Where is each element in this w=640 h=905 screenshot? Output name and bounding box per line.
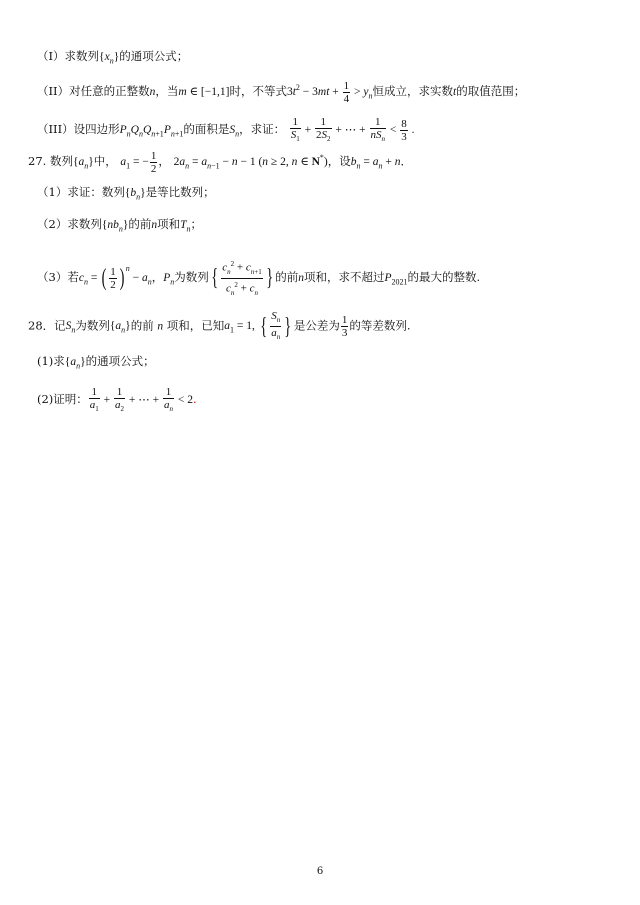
part-text: 的通项公式； <box>85 354 155 368</box>
part-text: 证明： <box>53 392 88 407</box>
math-diff-1-3: $\frac{1}{3}$ <box>341 314 348 340</box>
math-pn: $P_n$ <box>163 271 175 287</box>
math-seq-an: $\{a_n\}$ <box>109 320 131 335</box>
question-part-1 <box>37 48 188 69</box>
question-text: 记 <box>54 318 66 333</box>
part-text: ， <box>151 269 164 284</box>
math-var-t: t <box>453 86 457 99</box>
question-27-part-2 <box>37 216 202 237</box>
math-sn: $S_n$ <box>65 320 76 335</box>
part-text: 是等比数列； <box>145 185 215 199</box>
part-label: （III） <box>37 122 74 137</box>
math-bn-def: $b_n = a_n + n$ <box>350 156 401 171</box>
math-p2021: $P_{2021}$ <box>384 271 408 287</box>
math-cn-def: $c_n$ = ( $\frac{1}{2}$ ) $^n - a_n$ <box>78 263 152 292</box>
part-text: 的前 <box>275 269 299 284</box>
question-28 <box>28 310 410 343</box>
math-var-n: n <box>157 320 164 333</box>
part-text: 恒成立，求实数 <box>372 84 454 99</box>
part-label: （II） <box>37 84 70 99</box>
question-text: 的等差数列. <box>349 318 411 333</box>
part-text: 项和 <box>157 217 181 231</box>
math-seq-nbn: $\{nb_n\}$ <box>101 219 129 234</box>
part-text: ，求证： <box>239 122 286 137</box>
math-sum-inequality: $\frac{1}{a_1}$ + $\frac{1}{a_2}$ + ⋯ + $\frac{1}{a_n}$ < 2 <box>89 386 194 414</box>
part-text: ； <box>190 217 203 231</box>
part-label: （1） <box>37 185 68 199</box>
math-seq-ratio: { $\frac{c_n^2 + c_{n+1}}{c_n^2 + c_n}$ } <box>211 260 273 297</box>
math-a1-and-ratio: $a_1 = 1$, { $\frac{S_n}{a_n}$ } <box>224 310 292 342</box>
part-text: 的面积是 <box>183 122 230 137</box>
math-seq-an: $\{a_n\}$ <box>64 356 86 371</box>
math-recurrence: $2a_n = a_{n-1} - n - 1$ (n ≥ 2, n ∈ N*) <box>173 153 328 171</box>
math-inequality: $3t^2 - 3mt$ + $\frac{1}{4}$ > $y_n$ <box>286 80 373 105</box>
part-text: 的前 <box>128 217 152 231</box>
question-text: 项和，已知 <box>166 318 225 333</box>
math-tn: $T_n$ <box>180 219 191 234</box>
part-text: 时，不等式 <box>229 84 287 99</box>
question-27: 27. 数列$\{a_n\}$中， $a_1$ = − $\frac{1}{2}$ ， $2a_n = a_{n-1} - n - 1$ (n ≥ 2, n ∈ N*)，设$b_n = a_n + n$． <box>28 150 413 175</box>
question-text: ． <box>400 154 413 169</box>
part-text: 为数列 <box>174 269 209 284</box>
part-label: (1) <box>37 354 54 368</box>
math-interval: [−1,1] <box>200 86 230 99</box>
question-28-part-2 <box>37 386 197 415</box>
part-text: 的取值范围； <box>456 84 526 99</box>
part-label: （3） <box>37 269 68 284</box>
part-label: (2) <box>37 392 54 407</box>
math-proof-inequality: $\frac{1}{S_1}$ + $\frac{1}{2S_2}$ + ⋯ + $\frac{1}{nS_n}$ < $\frac{8}{3}$ . <box>290 116 415 144</box>
question-27-part-1 <box>37 184 215 205</box>
question-number: 28． <box>28 318 55 333</box>
math-var-n: n <box>149 86 156 99</box>
red-period: . <box>193 392 197 407</box>
part-text: 的通项公式； <box>119 49 189 63</box>
math-seq-bn: $\{b_n\}$ <box>124 187 146 202</box>
part-text: 求数列 <box>67 217 102 231</box>
part-label: （I） <box>37 49 65 63</box>
math-seq-an: $\{a_n\}$ <box>72 156 94 171</box>
part-text: 求 <box>53 354 65 368</box>
part-text: 求证：数列 <box>67 185 125 199</box>
part-text: ，当 <box>155 84 179 99</box>
part-text: 若 <box>67 269 79 284</box>
question-28-part-1 <box>37 353 155 374</box>
question-text: 中， <box>93 154 117 169</box>
part-text: 求数列 <box>64 49 100 63</box>
question-number: 27. <box>28 154 47 169</box>
page-number: 6 <box>316 866 324 877</box>
question-text: ，设 <box>327 154 351 169</box>
part-text: 设四边形 <box>73 122 120 137</box>
question-text: 是公差为 <box>293 318 340 333</box>
question-text: 的前 <box>130 318 154 333</box>
math-var-n: n <box>298 271 304 284</box>
question-part-2 <box>37 80 525 105</box>
part-label: （2） <box>37 217 68 231</box>
math-quadrilateral: $P_nQ_nQ_{n+1}P_{n+1}$ <box>119 124 184 139</box>
part-text: 对任意的正整数 <box>69 84 150 99</box>
math-seq-xn: $\{x_n\}$ <box>99 51 120 66</box>
question-27-part-3 <box>37 258 480 299</box>
math-area-sn: $S_n$ <box>229 124 240 139</box>
math-initial-a1: $a_1$ = − $\frac{1}{2}$ <box>120 150 157 175</box>
question-text: 为数列 <box>75 318 110 333</box>
part-text: 的最大的整数. <box>407 269 481 284</box>
math-var-n: n <box>151 219 158 231</box>
math-condition: m ∈ <box>178 86 201 99</box>
part-text: 项和，求不超过 <box>303 269 385 284</box>
question-text: 数列 <box>49 154 73 169</box>
question-part-3 <box>37 116 415 145</box>
